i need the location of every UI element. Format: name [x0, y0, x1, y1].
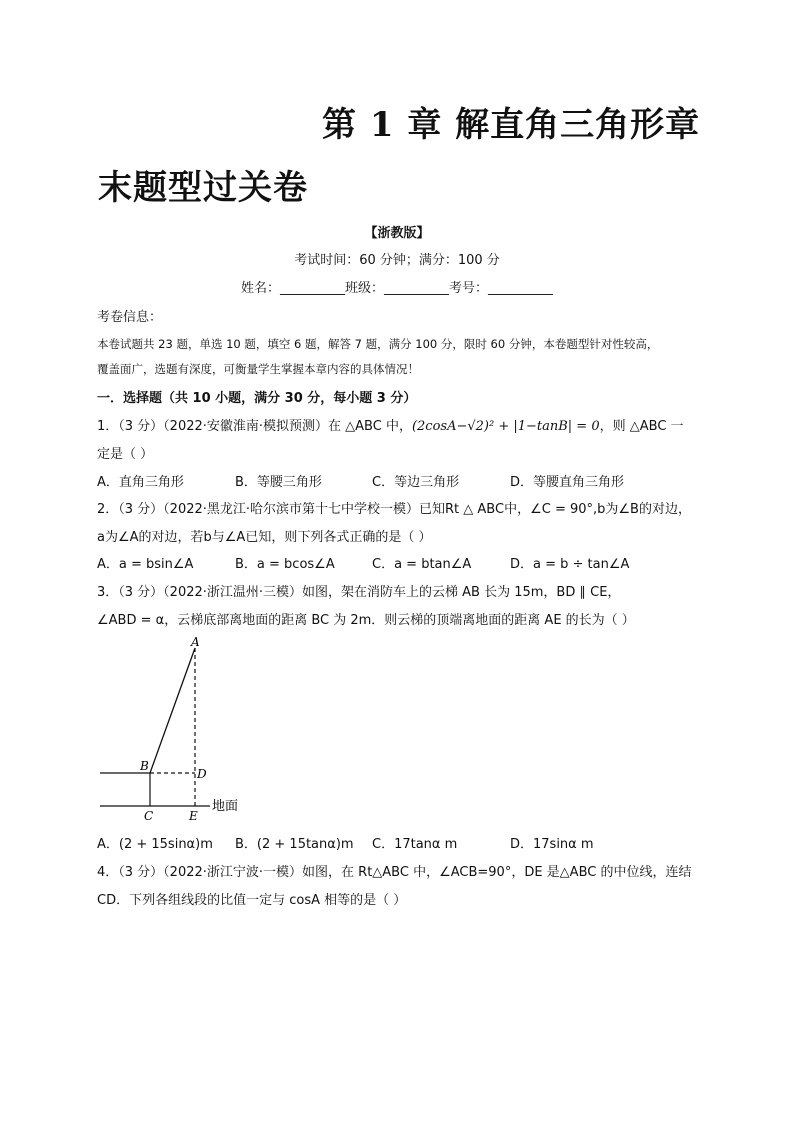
ladder-line-ab	[150, 648, 195, 773]
question-2-option-b[interactable]: B．a = bcos∠A	[235, 557, 335, 572]
ladder-figure	[90, 630, 260, 825]
question-3-option-b[interactable]: B．(2 + 15tanα)m	[235, 837, 354, 852]
question-2-option-d[interactable]: D．a = b ÷ tan∠A	[510, 557, 630, 572]
info-line-1: 本卷试题共 23 题，单选 10 题，填空 6 题，解答 7 题，满分 100 分，限时 60 分钟，本卷题型针对性较高，	[97, 337, 659, 351]
question-2-option-c[interactable]: C．a = btan∠A	[372, 557, 472, 572]
question-4-line-2: CD．下列各组线段的比值一定与 cosA 相等的是（ ）	[97, 893, 407, 908]
question-1-suffix: ，则 △ABC 一	[599, 419, 684, 434]
question-1-formula: (2cosA−√2)² + |1−tanB| = 0	[411, 419, 600, 434]
label-ground: 地面	[212, 799, 239, 814]
label-c: C	[144, 809, 154, 823]
student-fields: 姓名：__________班级：__________考号：__________	[240, 281, 553, 296]
question-3-option-a[interactable]: A．(2 + 15sinα)m	[97, 837, 213, 852]
question-3-option-d[interactable]: D．17sinα m	[510, 837, 594, 852]
document-title-line1: 第 1 章 解直角三角形章	[322, 105, 701, 145]
question-4-line-1: 4．（3 分）（2022·浙江宁波·一模）如图，在 Rt△ABC 中，∠ACB=90°，DE 是△ABC 的中位线，连结	[97, 865, 692, 880]
section-title: 一．选择题（共 10 小题，满分 30 分，每小题 3 分）	[97, 391, 417, 406]
question-2-option-a[interactable]: A．a = bsin∠A	[97, 557, 194, 572]
label-e: E	[189, 809, 198, 823]
question-1-option-b[interactable]: B．等腰三角形	[235, 475, 322, 490]
document-title-line2: 末题型过关卷	[98, 168, 308, 208]
question-1-prefix: 1．（3 分）（2022·安徽淮南·模拟预测）在 △ABC 中，	[97, 419, 412, 434]
edition-label: 【浙教版】	[364, 226, 430, 241]
question-1-line-2: 定是（ ）	[97, 447, 154, 462]
question-2-line-2: a为∠A的对边，若b与∠A已知，则下列各式正确的是（ ）	[97, 530, 432, 545]
exam-time: 考试时间：60 分钟；满分：100 分	[294, 253, 500, 268]
question-3-line-1: 3．（3 分）（2022·浙江温州·三模）如图，架在消防车上的云梯 AB 长为 15m，BD ∥ CE，	[97, 585, 621, 600]
question-1-option-c[interactable]: C．等边三角形	[372, 475, 460, 490]
question-1-option-a[interactable]: A．直角三角形	[97, 475, 184, 490]
label-d: D	[197, 767, 207, 781]
question-3-option-c[interactable]: C．17tanα m	[372, 837, 458, 852]
question-3-line-2: ∠ABD = α，云梯底部离地面的距离 BC 为 2m．则云梯的顶端离地面的距离 AE 的长为（ ）	[97, 613, 635, 628]
info-line-2: 覆盖面广，选题有深度，可衡量学生掌握本章内容的具体情况！	[97, 362, 419, 376]
question-1-line-1	[97, 415, 684, 434]
label-b: B	[140, 759, 149, 773]
label-a: A	[191, 635, 200, 649]
question-2-line-1: 2．（3 分）（2022·黑龙江·哈尔滨市第十七中学校一模）已知Rt △ ABC中，∠C = 90°,b为∠B的对边，	[97, 502, 691, 517]
info-label: 考卷信息：	[97, 310, 163, 325]
question-1-option-d[interactable]: D．等腰直角三角形	[510, 475, 625, 490]
